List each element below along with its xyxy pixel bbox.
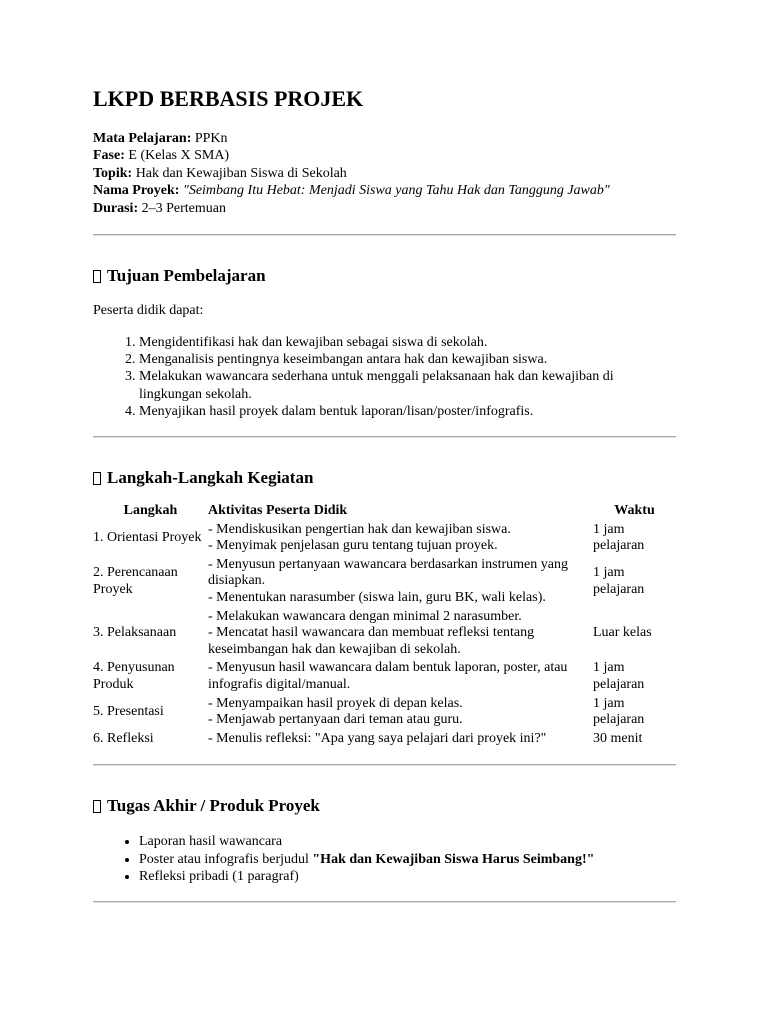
activity-line: - Menulis refleksi: "Apa yang saya pelajari dari proyek ini?" (208, 730, 547, 746)
step-cell: 4. Penyusunan Produk (93, 660, 175, 692)
activity-cell (208, 521, 593, 556)
activity-line: - Menyimak penjelasan guru tentang tujuan proyek. (208, 538, 498, 554)
list-item: 3. Melakukan wawancara sederhana untuk menggali pelaksanaan hak dan kewajiban di lingkungan sekolah. (139, 368, 676, 402)
tujuan-list (93, 334, 676, 420)
missing-glyph-icon (93, 472, 101, 485)
activity-line: - Menyusun hasil wawancara dalam bentuk laporan, poster, atau infografis digital/manual. (208, 660, 568, 692)
divider (93, 234, 676, 236)
activity-cell (208, 556, 593, 608)
meta-duration (93, 200, 676, 217)
section-heading-text: Tujuan Pembelajaran (107, 266, 266, 286)
meta-label: Fase: (93, 148, 125, 164)
meta-label: Mata Pelajaran: (93, 131, 192, 146)
meta-label: Topik: (93, 165, 133, 181)
time-cell: 1 jam pelajaran (593, 695, 645, 728)
meta-subject (93, 130, 676, 147)
list-item-text: Poster atau infografis berjudul (139, 851, 313, 867)
meta-value: E (Kelas X SMA) (124, 148, 230, 164)
section-heading-tujuan (93, 266, 676, 286)
step-cell: 2. Perencanaan Proyek (93, 565, 178, 597)
step-cell: 1. Orientasi Proyek (93, 529, 202, 545)
document-title: LKPD BERBASIS PROJEK (93, 86, 364, 111)
meta-value: 2–3 Pertemuan (138, 200, 226, 216)
document-content (93, 86, 676, 903)
table-row (93, 521, 676, 556)
divider (93, 901, 676, 903)
meta-value: "Seimbang Itu Hebat: Menjadi Siswa yang Tahu Hak dan Tanggung Jawab" (179, 183, 610, 199)
activity-cell (208, 730, 593, 749)
activity-line: - Mencatat hasil wawancara dan membuat refleksi tentang keseimbangan hak dan kewajiban di sekolah. (208, 625, 535, 657)
time-cell: 30 menit (593, 730, 643, 746)
activities-table (93, 503, 676, 748)
missing-glyph-icon (93, 270, 101, 283)
activity-line: - Melakukan wawancara dengan minimal 2 narasumber. (208, 608, 522, 624)
meta-phase (93, 147, 676, 164)
activity-line: - Menyampaikan hasil proyek di depan kelas. (208, 695, 463, 711)
missing-glyph-icon (93, 800, 101, 813)
activity-cell (208, 695, 593, 730)
list-item (139, 833, 676, 850)
table-row (93, 730, 676, 749)
step-cell: 3. Pelaksanaan (93, 625, 177, 641)
step-cell: 5. Presentasi (93, 703, 164, 719)
section-heading-langkah (93, 468, 676, 488)
column-header: Langkah (123, 503, 178, 519)
list-item-bold: "Hak dan Kewajiban Siswa Harus Seimbang!" (312, 851, 595, 867)
column-header: Aktivitas Peserta Didik (208, 503, 348, 519)
column-header: Waktu (614, 503, 655, 519)
section-heading-tugas (93, 796, 676, 816)
table-row (93, 608, 676, 660)
time-cell: Luar kelas (593, 625, 652, 641)
meta-topic (93, 165, 676, 182)
list-item (139, 851, 676, 868)
table-row (93, 556, 676, 608)
table-header-row (93, 503, 676, 521)
meta-value: PPKn (191, 131, 228, 146)
meta-value: Hak dan Kewajiban Siswa di Sekolah (132, 165, 347, 181)
meta-block (93, 130, 676, 217)
time-cell: 1 jam pelajaran (593, 660, 645, 692)
tugas-list (93, 833, 676, 885)
meta-label: Durasi: (93, 200, 139, 216)
activity-line: - Menentukan narasumber (siswa lain, guru BK, wali kelas). (208, 590, 546, 606)
tujuan-intro: Peserta didik dapat: (93, 303, 204, 319)
section-heading-text: Tugas Akhir / Produk Proyek (107, 796, 320, 816)
list-item: 1. Mengidentifikasi hak dan kewajiban sebagai siswa di sekolah. (139, 334, 676, 351)
divider (93, 436, 676, 438)
list-item (139, 868, 676, 885)
divider (93, 764, 676, 766)
activity-line: - Menjawab pertanyaan dari teman atau guru. (208, 712, 463, 728)
activity-cell (208, 659, 593, 694)
list-item: 4. Menyajikan hasil proyek dalam bentuk laporan/lisan/poster/infografis. (139, 403, 676, 420)
meta-label: Nama Proyek: (93, 183, 180, 199)
table-row (93, 695, 676, 730)
activity-cell (208, 608, 593, 660)
section-heading-text: Langkah-Langkah Kegiatan (107, 468, 314, 488)
activity-line: - Menyusun pertanyaan wawancara berdasarkan instrumen yang disiapkan. (208, 556, 568, 589)
step-cell: 6. Refleksi (93, 730, 154, 746)
list-item: 2. Menganalisis pentingnya keseimbangan antara hak dan kewajiban siswa. (139, 351, 676, 368)
list-item-text: Laporan hasil wawancara (139, 834, 283, 850)
meta-project-name (93, 182, 676, 199)
time-cell: 1 jam pelajaran (593, 521, 645, 554)
activity-line: - Mendiskusikan pengertian hak dan kewajiban siswa. (208, 521, 511, 537)
list-item-text: Refleksi pribadi (1 paragraf) (139, 868, 299, 884)
time-cell: 1 jam pelajaran (593, 565, 645, 597)
table-row (93, 659, 676, 694)
